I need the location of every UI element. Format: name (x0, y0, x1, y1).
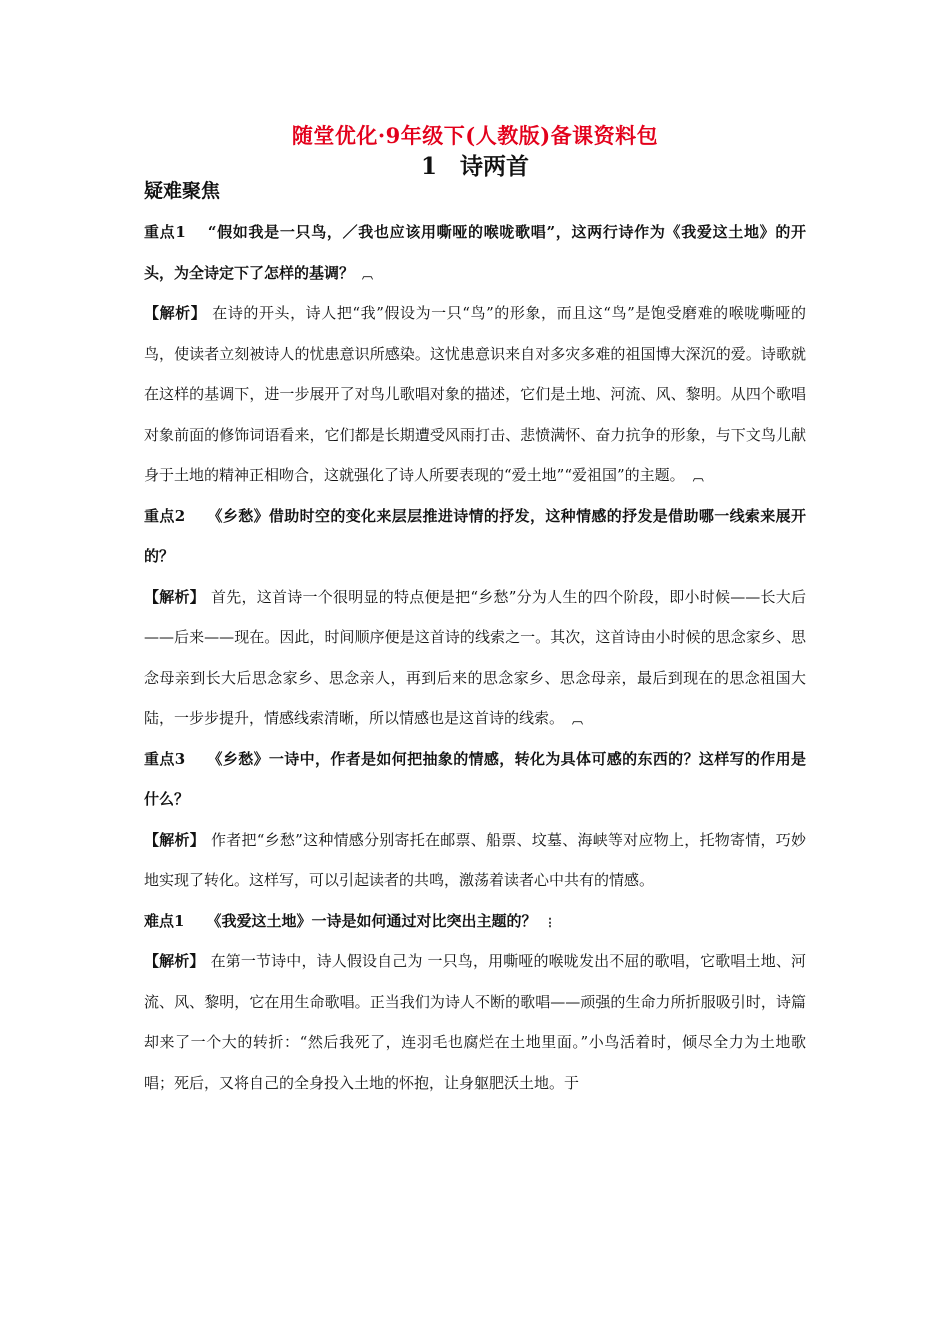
point-tag: 重点2 (144, 506, 186, 525)
answer-text: 在诗的开头，诗人把“我”假设为一只“鸟”的形象，而且这“鸟”是饱受磨难的喉咙嘶哑的鸟，使读者立刻被诗人的忧患意识所感染。这忧患意识来自对多灾多难的祖国博大深沉的爱。诗歌就在这样的基调下，进一步展开了对鸟儿歌唱对象的描述，它们是土地、河流、风、黎明。从四个歌唱对象前面的修饰词语看来，它们都是长期遭受风雨打击、悲愤满怀、奋力抗争的形象，与下文鸟儿献身于土地的精神正相吻合，这就强化了诗人所要表现的“爱土地”“爱祖国”的主题。 (144, 304, 806, 484)
margin-mark: ⋮ (544, 915, 556, 929)
question-paragraph (144, 739, 806, 820)
question-paragraph (144, 901, 806, 942)
content-body (144, 212, 806, 1103)
analysis-label: 【解析】 (144, 952, 205, 970)
document-title: 随堂优化·9年级下(人教版)备课资料包 (291, 123, 659, 148)
question-text: 《乡愁》一诗中，作者是如何把抽象的情感，转化为具体可感的东西的？这样写的作用是什么？ (144, 749, 806, 808)
answer-text: 首先，这首诗一个很明显的特点便是把“乡愁”分为人生的四个阶段，即小时候——长大后——后来——现在。因此，时间顺序便是这首诗的线索之一。其次，这首诗由小时候的思念家乡、思念母亲到长大后思念家乡、思念亲人，再到后来的思念家乡、思念母亲，最后到现在的思念祖国大陆，一步步提升，情感线索清晰，所以情感也是这首诗的线索。 (144, 587, 806, 727)
lesson-title: 1 诗两首 (420, 153, 529, 180)
answer-text: 在第一节诗中，诗人假设自己为 一只鸟，用嘶哑的喉咙发出不屈的歌唱，它歌唱土地、河流、风、黎明，它在用生命歌唱。正当我们为诗人不断的歌唱——顽强的生命力所折服吸引时，诗篇却来了一个大的转折：“然后我死了，连羽毛也腐烂在土地里面。”小鸟活着时，倾尽全力为土地歌唱；死后，又将自己的全身投入土地的怀抱，让身躯肥沃土地。于 (144, 952, 806, 1092)
question-paragraph (144, 212, 806, 293)
answer-text: 作者把“乡愁”这种情感分别寄托在邮票、船票、坟墓、海峡等对应物上，托物寄情，巧妙地实现了转化。这样写，可以引起读者的共鸣，激荡着读者心中共有的情感。 (144, 830, 806, 889)
question-text: “假如我是一只鸟，／我也应该用嘶哑的喉咙歌唱”，这两行诗作为《我爱这土地》的开头，为全诗定下了怎样的基调？ (144, 223, 807, 282)
answer-paragraph (144, 820, 806, 901)
margin-mark: ︹ (572, 713, 584, 726)
question-paragraph (144, 496, 806, 577)
analysis-label: 【解析】 (144, 830, 205, 849)
section-heading: 疑难聚焦 (144, 180, 221, 202)
question-text: 《我爱这土地》一诗是如何通过对比突出主题的？ (206, 911, 537, 930)
answer-paragraph (144, 577, 806, 739)
answer-paragraph (144, 293, 806, 496)
margin-mark: ︹ (692, 470, 704, 483)
margin-mark: ︹ (362, 267, 374, 281)
analysis-label: 【解析】 (144, 587, 206, 606)
point-tag: 难点1 (144, 911, 185, 930)
point-tag: 重点1 (144, 223, 186, 241)
question-text: 《乡愁》借助时空的变化来层层推进诗情的抒发，这种情感的抒发是借助哪一线索来展开的？ (144, 506, 806, 565)
analysis-label: 【解析】 (144, 304, 207, 322)
answer-paragraph (144, 941, 806, 1103)
point-tag: 重点3 (144, 749, 186, 768)
